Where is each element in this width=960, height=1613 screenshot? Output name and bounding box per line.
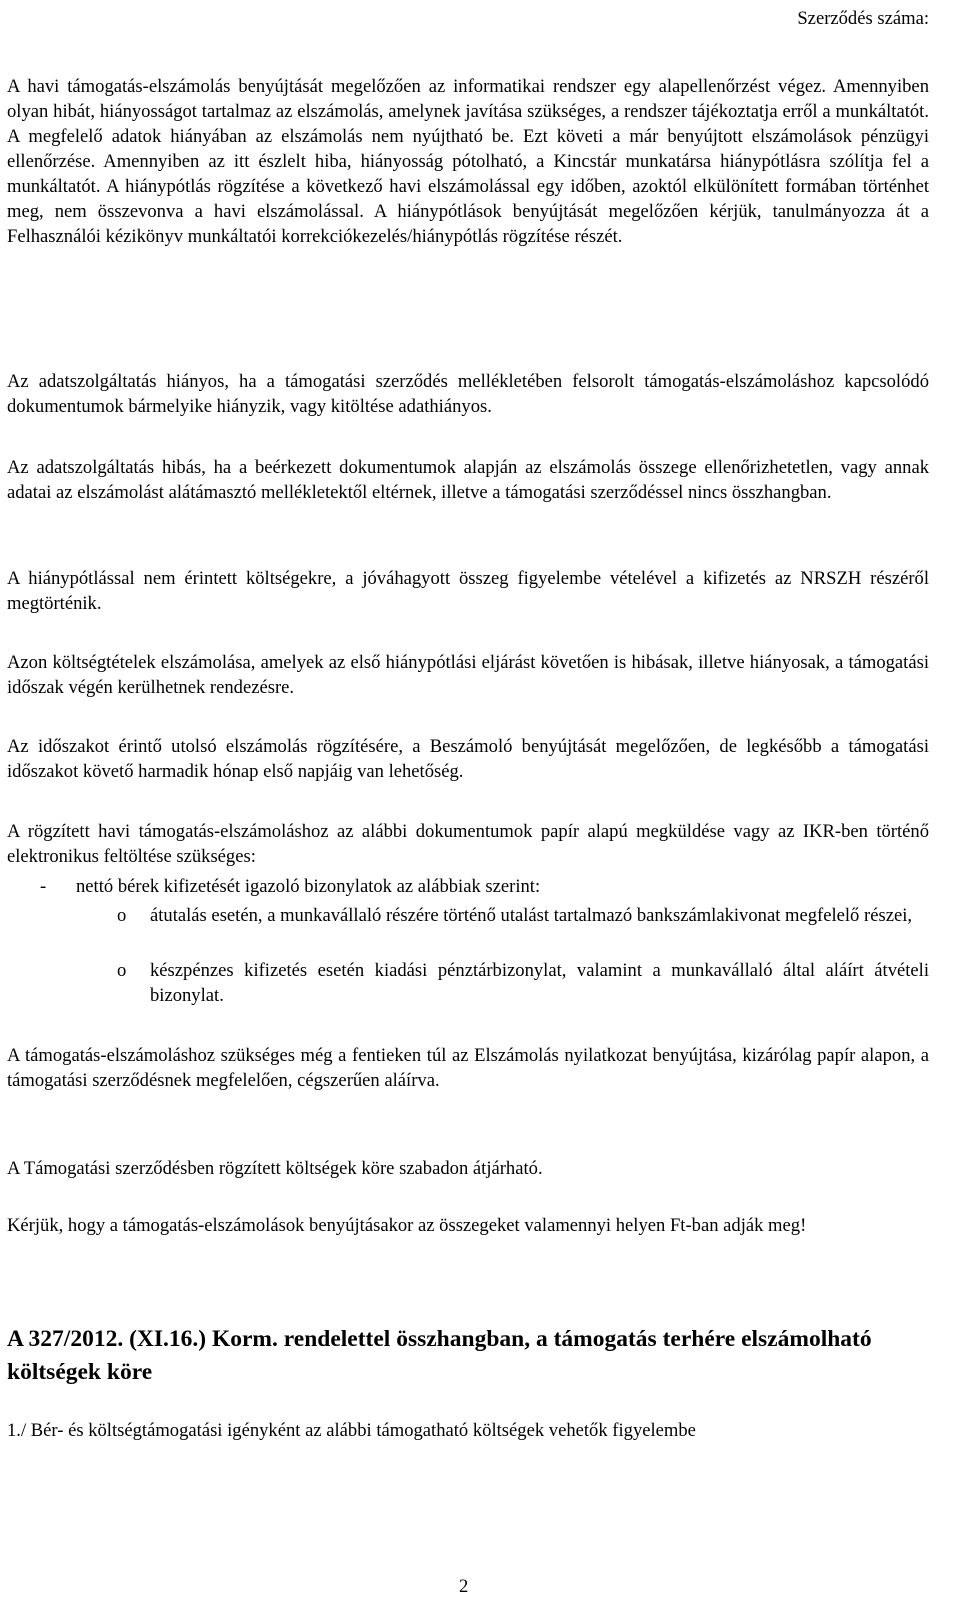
sub-list-text: átutalás esetén, a munkavállaló részére történő utalást tartalmazó bankszámlakivonat megfelelő részei, bbox=[150, 905, 913, 926]
paragraph-currency-request bbox=[7, 1213, 929, 1238]
paragraph-costs-transferable bbox=[7, 1156, 929, 1181]
sub-list-marker: o bbox=[117, 905, 127, 926]
paragraph-text: Az adatszolgáltatás hibás, ha a beérkezett dokumentumok alapján az elszámolás összege ellenőrizhetetlen, vagy annak adatai az elszámolást alátámasztó mellékletektől eltérnek, illetve a támogatási szerződéssel nincs összhangban. bbox=[7, 457, 929, 503]
contract-number-label: Szerződés száma: bbox=[797, 8, 929, 29]
list-item-text: nettó bérek kifizetését igazoló bizonylatok az alábbiak szerint: bbox=[76, 876, 541, 897]
paragraph-text: 1./ Bér- és költségtámogatási igényként az alábbi támogatható költségek vehetők figyelembe bbox=[7, 1420, 696, 1441]
paragraph-text: A hiánypótlással nem érintett költségekre, a jóváhagyott összeg figyelembe vételével a kifizetés az NRSZH részéről megtörténik. bbox=[7, 568, 929, 614]
paragraph-incomplete-data bbox=[7, 369, 929, 419]
paragraph-preliminary-check bbox=[7, 74, 929, 249]
paragraph-faulty-data bbox=[7, 455, 929, 505]
paragraph-text: Azon költségtételek elszámolása, amelyek az első hiánypótlási eljárást követően is hibásak, illetve hiányosak, a támogatási időszak végén kerülhetnek rendezésre. bbox=[7, 652, 929, 698]
paragraph-documents-required bbox=[7, 819, 929, 869]
page-number: 2 bbox=[459, 1576, 469, 1597]
paragraph-text: Az időszakot érintő utolsó elszámolás rögzítésére, a Beszámoló benyújtását megelőzően, de legkésőbb a támogatási időszakot követő harmadik hónap első napjáig van lehetőség. bbox=[7, 736, 929, 782]
paragraph-settlement bbox=[7, 650, 929, 700]
sub-list-text: készpénzes kifizetés esetén kiadási pénztárbizonylat, valamint a munkavállaló által aláírt átvételi bizonylat. bbox=[150, 960, 929, 1006]
paragraph-declaration bbox=[7, 1043, 929, 1093]
paragraph-text: A rögzített havi támogatás-elszámoláshoz az alábbi dokumentumok papír alapú megküldése vagy az IKR-ben történő elektronikus feltöltése szükséges: bbox=[7, 821, 929, 867]
dash-marker: - bbox=[40, 876, 47, 897]
section-heading: A 327/2012. (XI.16.) Korm. rendelettel összhangban, a támogatás terhére elszámolható költségek köre bbox=[7, 1326, 872, 1385]
sub-list-marker: o bbox=[117, 960, 127, 981]
paragraph-text: Az adatszolgáltatás hiányos, ha a támogatási szerződés mellékletében felsorolt támogatás-elszámoláshoz kapcsolódó dokumentumok bármelyike hiányzik, vagy kitöltése adathiányos. bbox=[7, 371, 929, 417]
paragraph-text: Kérjük, hogy a támogatás-elszámolások benyújtásakor az összegeket valamennyi helyen Ft-ban adják meg! bbox=[7, 1215, 807, 1236]
paragraph-payment bbox=[7, 566, 929, 616]
paragraph-text: A havi támogatás-elszámolás benyújtását megelőzően az informatikai rendszer egy alapellenőrzést végez. Amennyiben olyan hibát, hiányosságot tartalmaz az elszámolás, amelynek javítása szükséges, a rendszer tájékoztatja erről a munkáltatót. A megfelelő adatok hiányában az elszámolás nem nyújtható be. Ezt követi a már benyújtott elszámolások pénzügyi ellenőrzése. Amennyiben az itt észlelt hiba, hiányosság pótolható, a Kincstár munkatársa hiánypótlásra szólítja fel a munkáltatót. A hiánypótlás rögzítése a következő havi elszámolással egy időben, azoktól elkülönített formában történhet meg, nem összevonva a havi elszámolással. A hiánypótlások benyújtását megelőzően kérjük, tanulmányozza át a Felhasználói kézikönyv munkáltatói korrekciókezelés/hiánypótlás rögzítése részét. bbox=[7, 76, 929, 247]
paragraph-text: A Támogatási szerződésben rögzített költségek köre szabadon átjárható. bbox=[7, 1158, 543, 1179]
paragraph-text: A támogatás-elszámoláshoz szükséges még a fentieken túl az Elszámolás nyilatkozat benyújtása, kizárólag papír alapon, a támogatási szerződésnek megfelelően, cégszerűen aláírva. bbox=[7, 1045, 929, 1091]
section-item-1 bbox=[7, 1418, 929, 1443]
paragraph-final-recording bbox=[7, 734, 929, 784]
